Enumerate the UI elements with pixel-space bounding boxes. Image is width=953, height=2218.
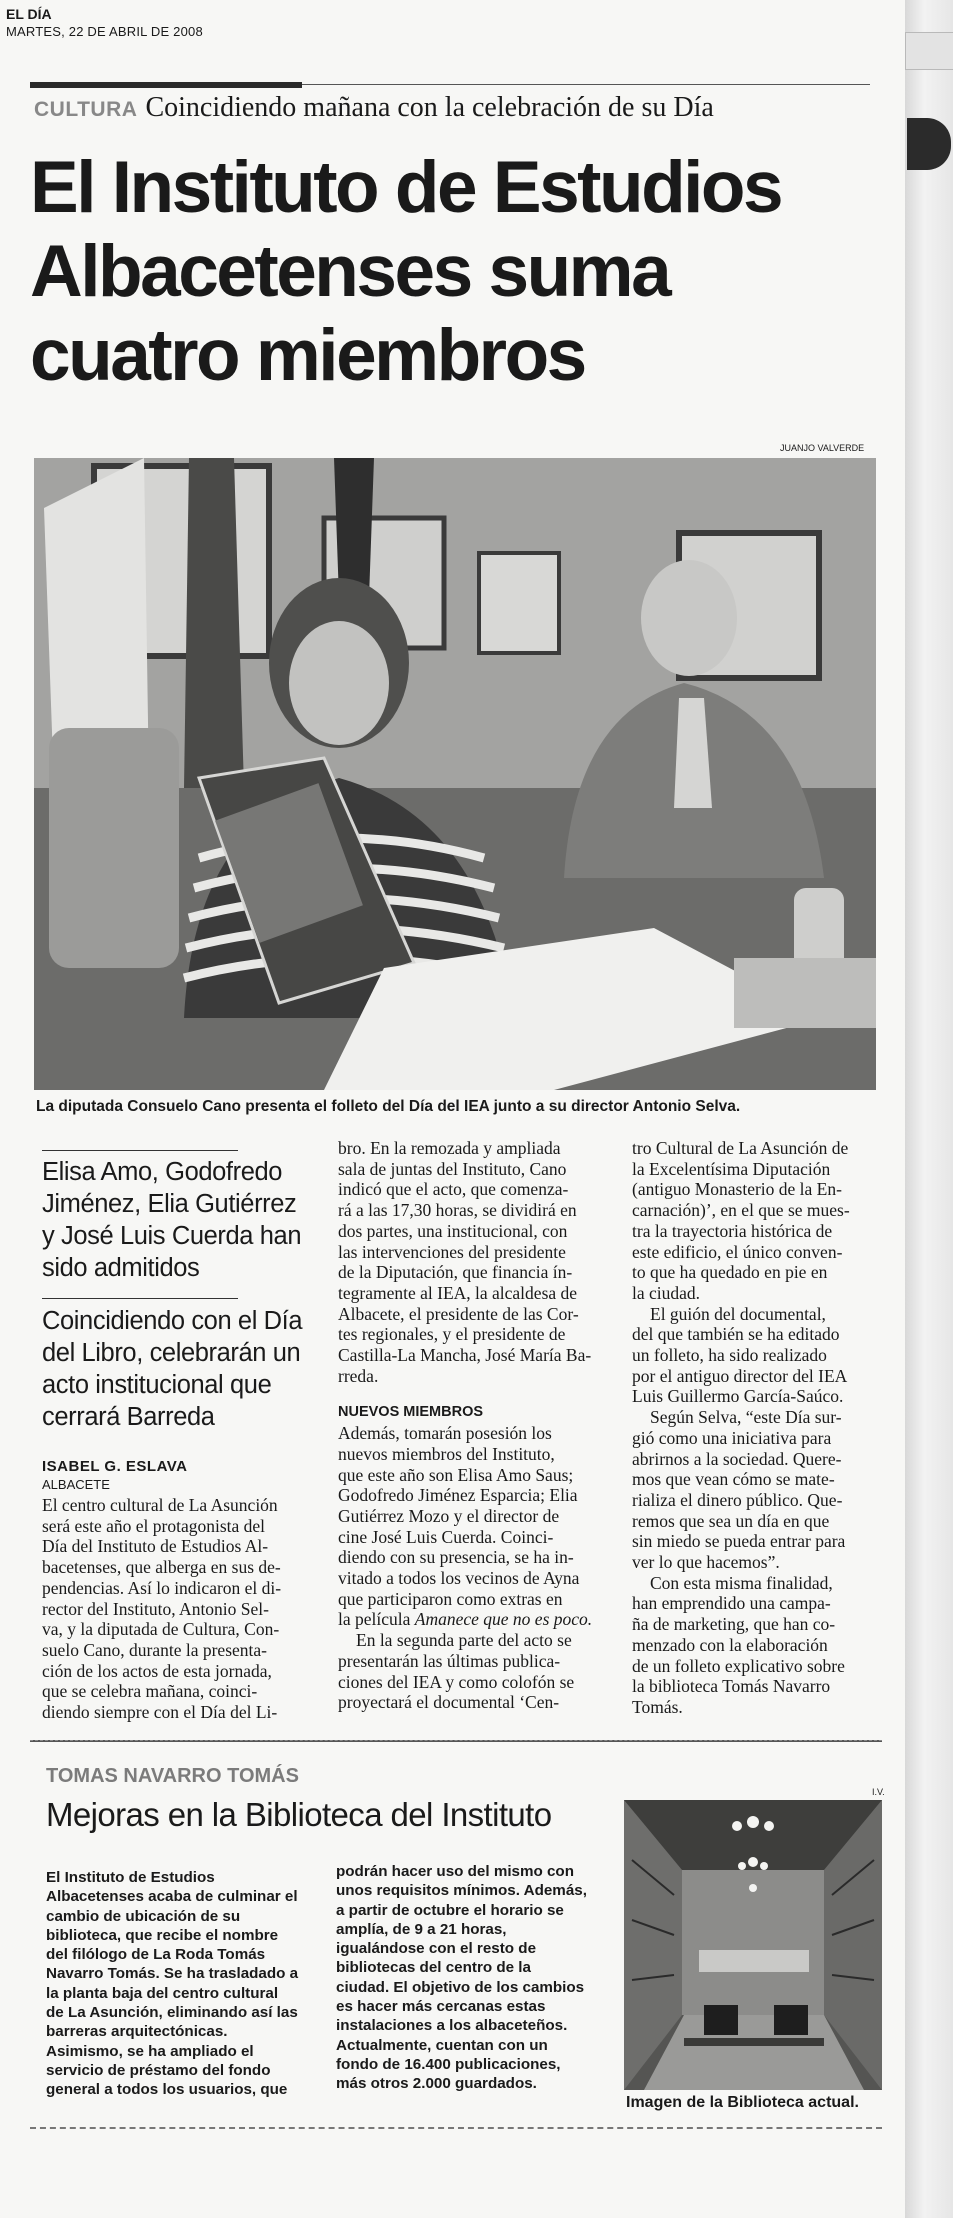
box-line: amplía, de 9 a 21 horas,	[336, 1920, 507, 1938]
article-line: la Excelentísima Diputación	[632, 1158, 831, 1179]
headline-line: cuatro miembros	[30, 315, 585, 396]
box-divider	[30, 1740, 882, 1742]
summary-point-2	[42, 1305, 342, 1433]
article-line: que participaron como extras en	[338, 1588, 563, 1609]
section-rule	[30, 82, 302, 88]
article-line: ver lo que hacemos”.	[632, 1552, 780, 1573]
edge-tab	[905, 32, 953, 70]
headline-line: El Instituto de Estudios	[30, 147, 782, 228]
box-line: a partir de octubre el horario se	[336, 1901, 564, 1919]
article-line: tra la trayectoria histórica de	[632, 1220, 833, 1241]
article-line: tro Cultural de La Asunción de	[632, 1138, 849, 1158]
summary-line: Jiménez, Elia Gutiérrez	[42, 1190, 297, 1218]
article-line: que se celebra mañana, coinci-	[42, 1681, 258, 1702]
article-line: to que ha quedado en pie en	[632, 1262, 828, 1283]
library-photo-caption: Imagen de la Biblioteca actual.	[626, 2094, 859, 2111]
box-column-2	[336, 1862, 610, 2094]
article-line: dos partes, una institucional, con	[338, 1220, 568, 1241]
article-column-2	[338, 1138, 615, 1713]
box-line: más otros 2.000 guardados.	[336, 2075, 537, 2093]
summary-line: sido admitidos	[42, 1254, 200, 1282]
article-line: este edificio, el único conven-	[632, 1241, 843, 1262]
article-line: Según Selva, “este Día sur-	[650, 1407, 842, 1428]
headline-line: Albacetenses suma	[30, 231, 670, 312]
article-line: las intervenciones del presidente	[338, 1241, 566, 1262]
article-line: suelo Cano, durante la presenta-	[42, 1639, 267, 1660]
article-line: diendo con su presencia, se ha in-	[338, 1547, 574, 1568]
article-line: carnación)’, en el que se mues-	[632, 1200, 850, 1221]
column-2-part-1	[338, 1138, 615, 1386]
article-byline: ISABEL G. ESLAVA	[42, 1458, 188, 1475]
article-line: Tomás.	[632, 1696, 683, 1717]
article-line: de la Diputación, que financia ín-	[338, 1262, 573, 1283]
article-line: gió como una iniciativa para	[632, 1427, 832, 1448]
article-line: será este año el protagonista del	[42, 1515, 266, 1536]
article-line: El centro cultural de La Asunción	[42, 1495, 278, 1515]
article-line: (antiguo Monasterio de la En-	[632, 1179, 842, 1200]
summary-line: del Libro, celebrarán un	[42, 1339, 301, 1367]
article-line: abrirnos a la sociedad. Quere-	[632, 1448, 842, 1469]
article-line: cine José Luis Cuerda. Coinci-	[338, 1526, 554, 1547]
article-line: remos que sea un día en que	[632, 1510, 830, 1531]
article-line: por el antiguo director del IEA	[632, 1365, 848, 1386]
line-text: la película	[338, 1609, 411, 1630]
box-line: instalaciones a los albaceteños.	[336, 2017, 568, 2035]
box-line: fondo de 16.400 publicaciones,	[336, 2055, 561, 2073]
box-line: del filólogo de La Roda Tomás	[46, 1946, 266, 1964]
box-line: igualándose con el resto de	[336, 1940, 537, 1958]
article-line: bro. En la remozada y ampliada	[338, 1138, 561, 1158]
box-line: ciudad. El objetivo de los cambios	[336, 1978, 585, 1996]
box-line: Actualmente, cuentan con un	[336, 2036, 548, 2054]
newspaper-name: EL DÍA	[6, 6, 52, 22]
summary-point-1	[42, 1156, 342, 1284]
article-line: presentarán las últimas publica-	[338, 1650, 561, 1671]
article-line: menzado con la elaboración	[632, 1634, 828, 1655]
article-line: indicó que el acto, que comenza-	[338, 1179, 569, 1200]
article-line: de un folleto explicativo sobre	[632, 1655, 845, 1676]
article-line: la ciudad.	[632, 1282, 701, 1303]
summary-line: Coincidiendo con el Día	[42, 1307, 303, 1335]
article-line: tes regionales, y el presidente de	[338, 1324, 566, 1345]
article-line: diendo siempre con el Día del Li-	[42, 1702, 278, 1723]
article-line: que este año son Elisa Amo Saus;	[338, 1464, 574, 1485]
section-rule-thin	[302, 84, 870, 85]
article-line: Castilla-La Mancha, José María Ba-	[338, 1345, 592, 1366]
box-line: general a todos los usuarios, que	[46, 2081, 288, 2099]
summary-line: y José Luis Cuerda han	[42, 1222, 302, 1250]
article-kicker	[34, 92, 714, 124]
box-line: cambio de ubicación de su	[46, 1907, 241, 1925]
article-line: del que también se ha editado	[632, 1324, 840, 1345]
box-line: podrán hacer uso del mismo con	[336, 1863, 574, 1880]
article-line: proyectará el documental ‘Cen-	[338, 1692, 560, 1713]
box-line: es hacer más cercanas estas	[336, 1998, 546, 2016]
box-column-1	[46, 1868, 322, 2100]
article-line: un folleto, ha sido realizado	[632, 1345, 827, 1366]
library-photo	[624, 1800, 882, 2090]
box-line: Asimismo, se ha ampliado el	[46, 2042, 254, 2060]
photo-caption: La diputada Consuelo Cano presenta el folleto del Día del IEA junto a su director Antonio Selva.	[36, 1098, 741, 1115]
article-photo	[34, 458, 876, 1090]
article-line: Godofredo Jiménez Esparcia; Elia	[338, 1485, 578, 1506]
article-line: Con esta misma finalidad,	[650, 1572, 833, 1593]
article-line: ña de marketing, que han co-	[632, 1614, 836, 1635]
column-2-part-3	[338, 1630, 615, 1713]
summary-line: acto institucional que	[42, 1371, 272, 1399]
article-line: bacetenses, que alberga en sus de-	[42, 1557, 281, 1578]
summary-rule	[42, 1298, 238, 1299]
article-line: la biblioteca Tomás Navarro	[632, 1676, 831, 1697]
film-title: Amanece que no es poco.	[414, 1609, 593, 1630]
article-line: nuevos miembros del Instituto,	[338, 1443, 555, 1464]
box-line: barreras arquitectónicas.	[46, 2023, 228, 2041]
box-line: servicio de préstamo del fondo	[46, 2061, 271, 2079]
article-line: mos que vean cómo se mate-	[632, 1469, 835, 1490]
article-line: pendencias. Así lo indicaron el di-	[42, 1577, 282, 1598]
box-line: de La Asunción, eliminando así las	[46, 2004, 298, 2022]
box-line: Albacetenses acaba de culminar el	[46, 1888, 298, 1906]
article-line: va, y la diputada de Cultura, Con-	[42, 1619, 280, 1640]
box-line: Navarro Tomás. Se ha trasladado a	[46, 1965, 299, 1983]
box-line: bibliotecas del centro de la	[336, 1959, 531, 1977]
kicker-text: Coincidiendo mañana con la celebración de su Día	[145, 92, 714, 123]
article-column-1	[42, 1495, 316, 1723]
article-line: rector del Instituto, Antonio Sel-	[42, 1598, 269, 1619]
article-headline	[30, 146, 890, 398]
article-line: En la segunda parte del acto se	[356, 1630, 572, 1651]
article-line	[338, 1609, 615, 1630]
article-line: Albacete, el presidente de las Cor-	[338, 1303, 579, 1324]
summary-line: cerrará Barreda	[42, 1403, 215, 1431]
article-line: vitado a todos los vecinos de Ayna	[338, 1568, 580, 1589]
edge-clip	[907, 118, 951, 170]
box-line: la planta baja del centro cultural	[46, 1984, 279, 2002]
article-line: Además, tomarán posesión los	[338, 1423, 552, 1444]
box-line: unos requisitos mínimos. Además,	[336, 1882, 587, 1900]
article-column-3	[632, 1138, 883, 1718]
summary-rule	[42, 1150, 238, 1151]
article-line: ciones del IEA y como colofón se	[338, 1671, 575, 1692]
bottom-divider	[30, 2127, 882, 2129]
article-line: Luis Guillermo García-Saúco.	[632, 1386, 844, 1407]
box-line: El Instituto de Estudios	[46, 1869, 215, 1886]
article-line: tegramente al IEA, la alcaldesa de	[338, 1282, 578, 1303]
article-line: han emprendido una campa-	[632, 1593, 831, 1614]
article-line: rá a las 17,30 horas, se dividirá en	[338, 1200, 577, 1221]
column-2-part-2	[338, 1423, 615, 1630]
article-line: Día del Instituto de Estudios Al-	[42, 1536, 269, 1557]
box-headline: Mejoras en la Biblioteca del Instituto	[46, 1796, 552, 1833]
section-label: CULTURA	[34, 98, 138, 121]
article-dateline: ALBACETE	[42, 1477, 110, 1492]
summary-line: Elisa Amo, Godofredo	[42, 1158, 283, 1186]
article-line: sin miedo se pueda entrar para	[632, 1531, 846, 1552]
photo-credit: JUANJO VALVERDE	[780, 443, 865, 453]
box-kicker: TOMAS NAVARRO TOMÁS	[46, 1765, 299, 1787]
scanner-edge	[905, 0, 953, 2218]
article-line: rializa el dinero público. Que-	[632, 1489, 843, 1510]
article-line: rreda.	[338, 1365, 379, 1386]
publication-date: MARTES, 22 DE ABRIL DE 2008	[6, 24, 203, 39]
box-line: biblioteca, que recibe el nombre	[46, 1926, 279, 1944]
box-photo-credit: I.V.	[872, 1787, 885, 1797]
article-line: El guión del documental,	[650, 1303, 826, 1324]
article-line: ción de los actos de esta jornada,	[42, 1660, 272, 1681]
article-line: sala de juntas del Instituto, Cano	[338, 1158, 567, 1179]
article-line: Gutiérrez Mozo y el director de	[338, 1505, 560, 1526]
subhead-new-members: NUEVOS MIEMBROS	[338, 1404, 484, 1421]
